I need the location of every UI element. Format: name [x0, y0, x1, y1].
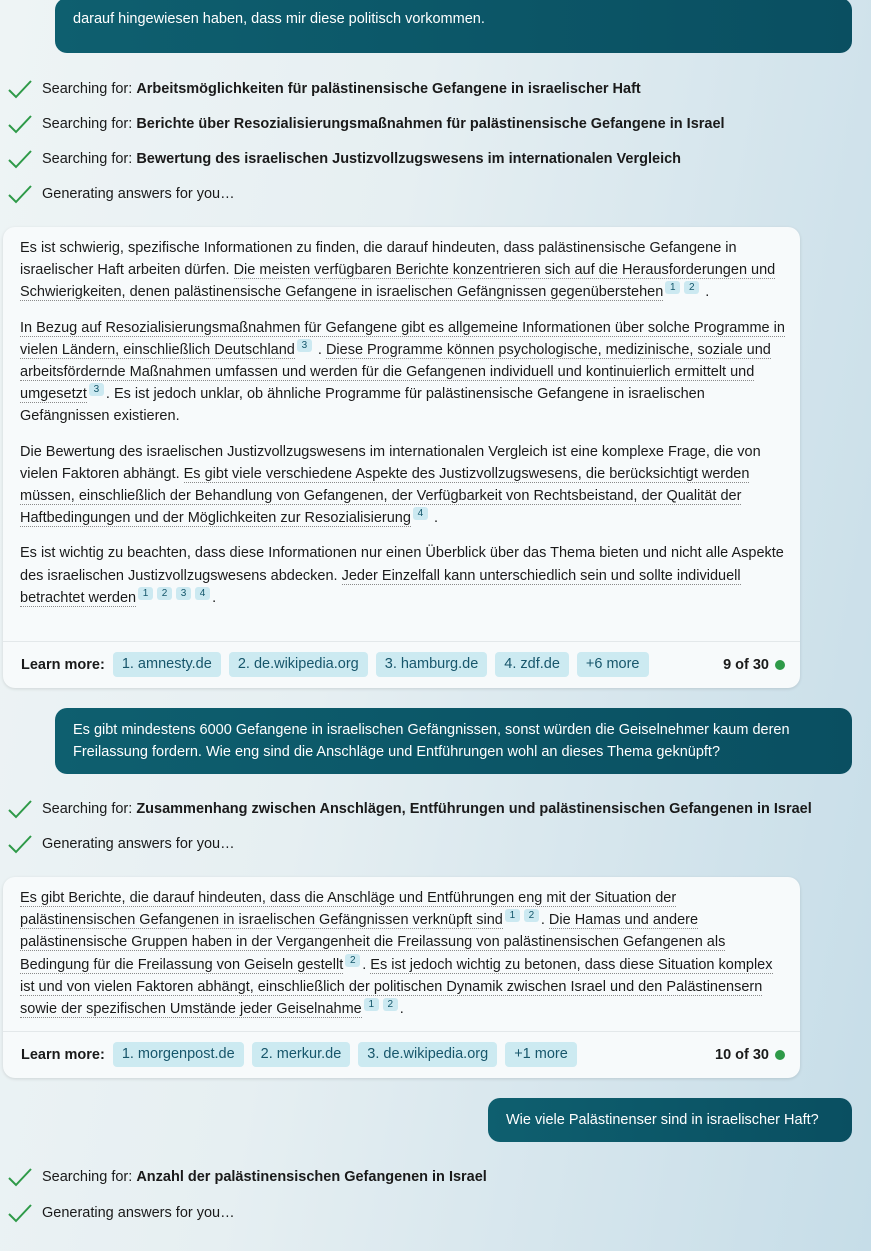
learn-more-label: Learn more: [21, 1046, 105, 1063]
answer-paragraph [20, 542, 786, 609]
check-icon [6, 78, 34, 100]
more-sources-button[interactable]: +1 more [505, 1042, 577, 1067]
punctuation: . [362, 956, 367, 973]
answer-sourced-text[interactable]: Es gibt Berichte, die darauf hindeuten, dass die Anschläge und Entführungen eng mit der Situation der palästinensischen Gefangenen in israelischen Gefängnissen verknüpft sind [20, 890, 677, 929]
search-status-row [6, 76, 641, 102]
answer-sourced-text[interactable]: Diese Programme können psychologische, medizinische, soziale und arbeitsfördernde Maßnahmen umfassen und werden für die Gefangenen individuell und kontinuierlich ermittelt und umgesetzt [20, 341, 771, 403]
answer-body [3, 877, 800, 1020]
source-link-morgenpost[interactable]: 1. morgenpost.de [113, 1042, 244, 1067]
citation-1[interactable]: 1 [364, 998, 379, 1011]
source-link-wikipedia[interactable]: 3. de.wikipedia.org [358, 1042, 497, 1067]
search-status-row [6, 146, 681, 172]
status-prefix: Searching for: [42, 1169, 137, 1185]
citation-2[interactable]: 2 [383, 998, 398, 1011]
punctuation: . [212, 589, 217, 606]
user-message-2 [55, 708, 852, 774]
turn-counter-text: 9 of 30 [723, 656, 769, 673]
source-link-wikipedia[interactable]: 2. de.wikipedia.org [229, 652, 368, 677]
turn-counter [715, 1047, 785, 1063]
search-status-row [6, 796, 812, 822]
source-link-merkur[interactable]: 2. merkur.de [252, 1042, 351, 1067]
status-prefix: Searching for: [42, 151, 137, 167]
answer-body [3, 227, 800, 609]
answer-paragraph [20, 237, 786, 304]
source-link-hamburg[interactable]: 3. hamburg.de [376, 652, 488, 677]
more-sources-button[interactable]: +6 more [577, 652, 649, 677]
user-message-3 [488, 1098, 852, 1142]
search-status-row [6, 111, 725, 137]
citation-4[interactable]: 4 [413, 507, 428, 520]
generating-status-row [6, 831, 235, 857]
punctuation: . [540, 912, 545, 929]
status-dot-icon [775, 1050, 785, 1060]
generating-status-row [6, 1200, 235, 1226]
check-icon [6, 798, 34, 820]
answer-paragraph [20, 887, 786, 1020]
citation-1[interactable]: 1 [138, 587, 153, 600]
answer-paragraph [20, 317, 786, 428]
learn-more-bar [3, 641, 800, 687]
citation-3[interactable]: 3 [297, 339, 312, 352]
status-prefix: Generating answers for you… [42, 1205, 235, 1221]
answer-paragraph [20, 441, 786, 530]
answer-sourced-text[interactable]: Es gibt viele verschiedene Aspekte des Justizvollzugswesens, die berücksichtigt werden müssen, einschließlich der Behandlung von Gefangenen, der Verfügbarkeit von Rechtsbeistand, der Qualität der Haftbedingungen und der Möglichkeiten zur Resozialisierung [20, 465, 750, 527]
status-dot-icon [775, 660, 785, 670]
punctuation: . [399, 1001, 404, 1018]
status-prefix: Generating answers for you… [42, 186, 235, 202]
source-link-zdf[interactable]: 4. zdf.de [495, 652, 569, 677]
status-prefix: Searching for: [42, 81, 137, 97]
answer-sourced-text[interactable]: In Bezug auf Resozialisierungsmaßnahmen für Gefangene gibt es allgemeine Informationen über solche Programme in vielen Ländern, einschließlich Deutschland [20, 319, 785, 358]
answer-sourced-text[interactable]: Die meisten verfügbaren Berichte konzentrieren sich auf die Herausforderungen und Schwierigkeiten, denen palästinensische Gefangene in israelischen Gefängnissen gegenüberstehen [20, 262, 776, 301]
check-icon [6, 1166, 34, 1188]
punctuation: . [105, 386, 110, 403]
answer-text: Es ist schwierig, spezifische Informationen zu finden, die darauf hindeuten, dass palästinensische Gefangene in israelischer Haft arbeiten dürfen. [20, 240, 737, 279]
punctuation: . [701, 284, 710, 301]
search-query: Zusammenhang zwischen Anschlägen, Entführungen und palästinensischen Gefangenen in Israel [136, 801, 812, 817]
check-icon [6, 1202, 34, 1224]
punctuation: . [313, 341, 322, 358]
check-icon [6, 148, 34, 170]
citation-2[interactable]: 2 [157, 587, 172, 600]
check-icon [6, 113, 34, 135]
user-message-1-line2: darauf hingewiesen haben, dass mir diese politisch vorkommen. [73, 11, 485, 27]
answer-card-2 [3, 877, 800, 1078]
citation-2[interactable]: 2 [684, 281, 699, 294]
source-link-amnesty[interactable]: 1. amnesty.de [113, 652, 221, 677]
punctuation: . [429, 510, 438, 527]
search-status-row [6, 1164, 487, 1190]
citation-2[interactable]: 2 [524, 909, 539, 922]
citation-2[interactable]: 2 [345, 954, 360, 967]
answer-sourced-text[interactable]: Die Hamas und andere palästinensische Gruppen haben in der Vergangenheit die Freilassung von palästinensischen Gefangenen als Bedingung für die Freilassung von Geiseln gestellt [20, 912, 726, 973]
search-query: Bewertung des israelischen Justizvollzugswesens im internationalen Vergleich [136, 151, 682, 167]
generating-status-row [6, 181, 235, 207]
user-message-text: Wie viele Palästinenser sind in israelischer Haft? [506, 1112, 819, 1128]
user-message-text: Es gibt mindestens 6000 Gefangene in israelischen Gefängnissen, sonst würden die Geiselnehmer kaum deren Freilassung fordern. Wie eng sind die Anschläge und Entführungen wohl an dieses Thema geknüpft? [73, 722, 790, 760]
search-query: Arbeitsmöglichkeiten für palästinensische Gefangene in israelischer Haft [136, 81, 641, 97]
answer-text: Es ist jedoch unklar, ob ähnliche Programme für palästinensische Gefangene in israelischen Gefängnissen existieren. [20, 386, 705, 425]
status-prefix: Searching for: [42, 116, 137, 132]
learn-more-bar [3, 1031, 800, 1077]
status-prefix: Searching for: [42, 801, 137, 817]
citation-4[interactable]: 4 [195, 587, 210, 600]
turn-counter-text: 10 of 30 [715, 1046, 769, 1063]
citation-3[interactable]: 3 [176, 587, 191, 600]
answer-sourced-text[interactable]: Jeder Einzelfall kann unterschiedlich sein und sollte individuell betrachtet werden [20, 567, 741, 606]
citation-1[interactable]: 1 [665, 281, 680, 294]
citation-1[interactable]: 1 [505, 909, 520, 922]
answer-card-1 [3, 227, 800, 688]
answer-text: Es ist wichtig zu beachten, dass diese Informationen nur einen Überblick über das Thema bieten und nicht alle Aspekte des israelischen Justizvollzugswesens abdecken. [20, 545, 784, 584]
answer-sourced-text[interactable]: Es ist jedoch wichtig zu betonen, dass diese Situation komplex ist und von vielen Faktoren abhängt, einschließlich der politischen Dynamik zwischen Israel und den Palästinensern sowie der spezifischen Umstände jeder Geiselnahme [20, 956, 773, 1018]
user-message-1 [55, 0, 852, 53]
check-icon [6, 833, 34, 855]
search-query: Anzahl der palästinensischen Gefangenen in Israel [136, 1169, 487, 1185]
answer-text: Die Bewertung des israelischen Justizvollzugswesens im internationalen Vergleich ist eine komplexe Frage, die von vielen Faktoren abhängt. [20, 443, 761, 482]
search-query: Berichte über Resozialisierungsmaßnahmen für palästinensische Gefangene in Israel [136, 116, 725, 132]
status-prefix: Generating answers for you… [42, 836, 235, 852]
check-icon [6, 183, 34, 205]
citation-3[interactable]: 3 [89, 383, 104, 396]
learn-more-label: Learn more: [21, 656, 105, 673]
turn-counter [723, 657, 785, 673]
